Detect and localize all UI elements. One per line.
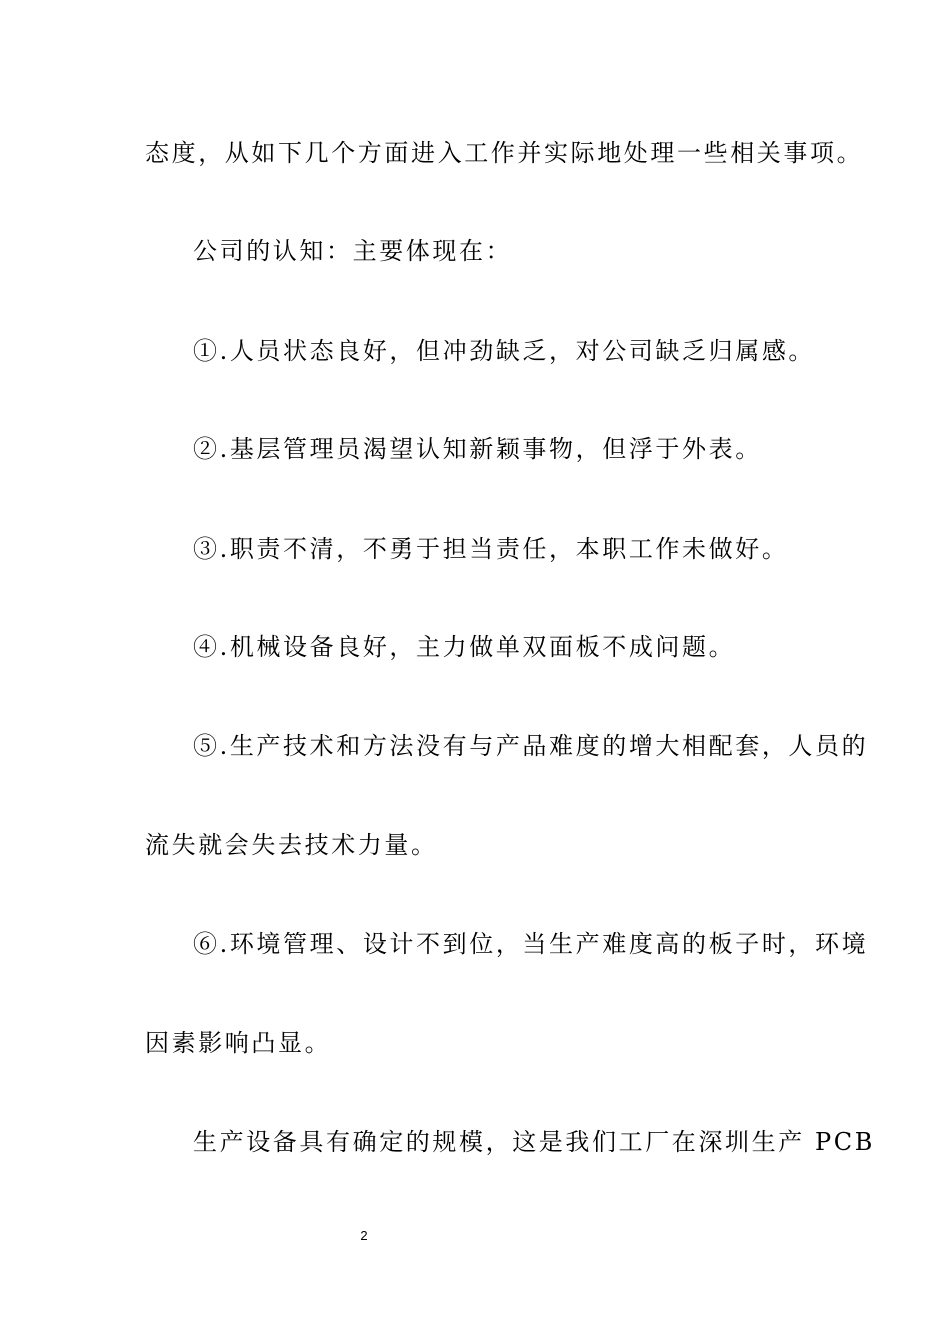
list-item-2: ②.基层管理员渴望认知新颖事物，但浮于外表。 [193, 435, 762, 463]
list-item-5-continuation: 流失就会失去技术力量。 [145, 831, 438, 859]
list-item-3: ③.职责不清，不勇于担当责任，本职工作未做好。 [193, 535, 789, 563]
company-cognition-heading: 公司的认知：主要体现在： [193, 237, 513, 265]
list-item-6: ⑥.环境管理、设计不到位，当生产难度高的板子时，环境 [193, 930, 869, 958]
list-item-5: ⑤.生产技术和方法没有与产品难度的增大相配套，人员的 [193, 732, 869, 760]
list-item-6-continuation: 因素影响凸显。 [145, 1029, 332, 1057]
paragraph-equipment: 生产设备具有确定的规模，这是我们工厂在深圳生产 PCB [193, 1128, 875, 1156]
list-item-1: ①.人员状态良好，但冲劲缺乏，对公司缺乏归属感。 [193, 337, 816, 365]
page-number: 2 [360, 1228, 368, 1243]
list-item-4: ④.机械设备良好，主力做单双面板不成问题。 [193, 633, 736, 661]
paragraph-continuation: 态度，从如下几个方面进入工作并实际地处理一些相关事项。 [145, 139, 864, 167]
